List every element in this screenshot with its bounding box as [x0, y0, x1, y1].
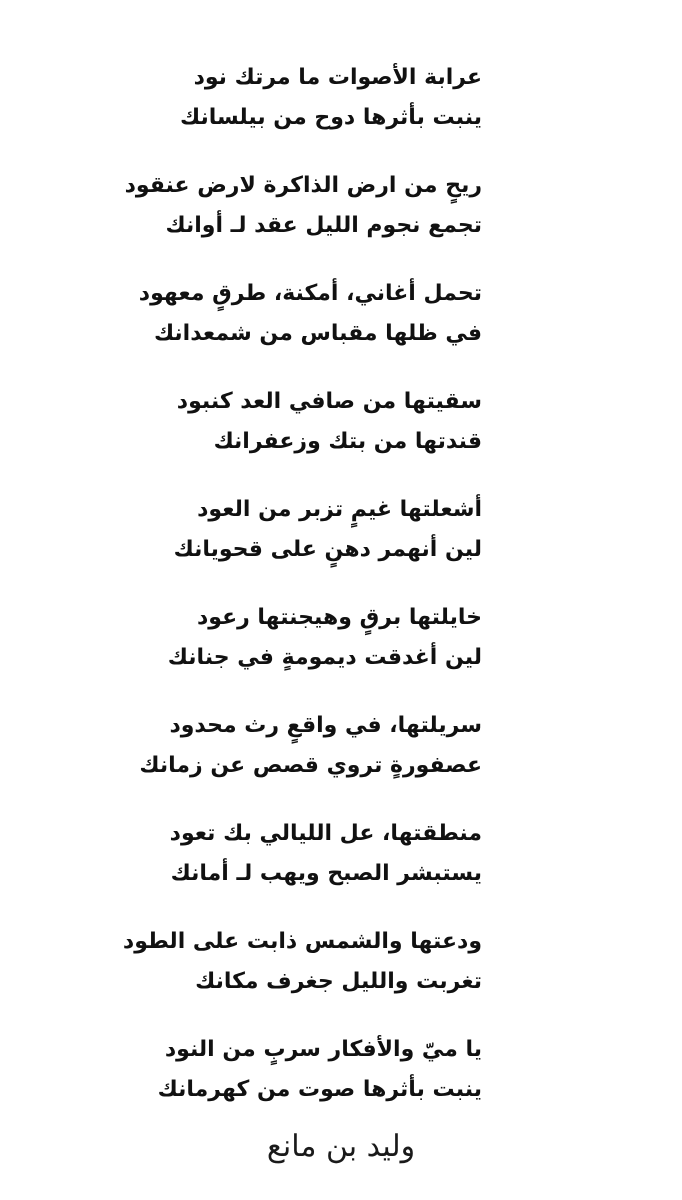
stanza	[62, 166, 482, 246]
stanza	[62, 598, 482, 678]
poem-line: ينبت بأثرها صوت من كهرمانك	[157, 1077, 482, 1102]
stanza	[62, 274, 482, 354]
poem-line: تغربت والليل جغرف مكانك	[195, 969, 482, 994]
poem-line: سريلتها، في واقعٍ رث محدود	[169, 713, 482, 738]
poem-line: في ظلها مقباس من شمعدانك	[153, 321, 482, 346]
poem-line: ينبت بأثرها دوح من بيلسانك	[180, 105, 482, 130]
stanza	[62, 706, 482, 786]
poem-line: أشعلتها غيمٍ تزبر من العود	[197, 497, 482, 522]
poem-line: يا ميّ والأفكار سربٍ من النود	[164, 1037, 482, 1062]
poem-line: يستبشر الصبح ويهب لـ أمانك	[170, 861, 482, 886]
poem-line: تحمل أغاني، أمكنة، طرقٍ معهود	[138, 281, 482, 306]
poem-line: لين أغدقت ديمومةٍ في جنانك	[167, 645, 482, 670]
poem-line: لين أنهمر دهنٍ على قحويانك	[173, 537, 482, 562]
stanza	[62, 58, 482, 138]
stanza	[62, 922, 482, 1002]
author-signature: وليد بن مانع	[266, 1129, 416, 1164]
poem-line: ريحٍ من ارض الذاكرة لارض عنقود	[124, 173, 482, 198]
poem-line: عرابة الأصوات ما مرتك نود	[193, 65, 482, 90]
stanza	[62, 814, 482, 894]
stanza	[62, 382, 482, 462]
poem-line: منطقتها، عل الليالي بك تعود	[169, 821, 482, 846]
poem-line: خايلتها برقٍ وهيجنتها رعود	[196, 605, 482, 630]
poem-line: عصفورةٍ تروي قصص عن زمانك	[139, 753, 482, 778]
stanza	[62, 490, 482, 570]
stanza	[62, 1030, 482, 1110]
poem-line: سقيتها من صافي العد كنبود	[176, 389, 482, 414]
poem-line: ودعتها والشمس ذابت على الطود	[122, 929, 482, 954]
poem-line: تجمع نجوم الليل عقد لـ أوانك	[165, 213, 482, 238]
poem-line: قندتها من بتك وزعفرانك	[213, 429, 482, 454]
